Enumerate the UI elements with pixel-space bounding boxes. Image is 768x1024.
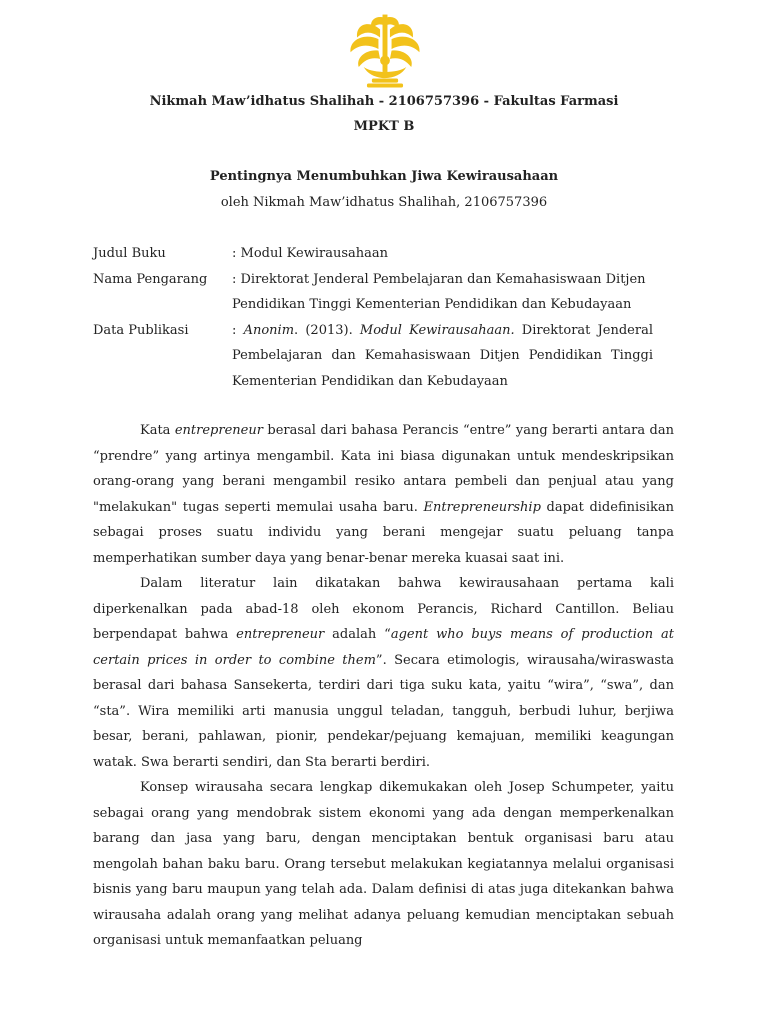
meta-row-author [93, 267, 653, 318]
meta-value [232, 318, 653, 395]
meta-row-publication [93, 318, 653, 395]
text-run-italic: entrepreneur [174, 423, 263, 438]
meta-value: : Modul Kewirausahaan [232, 246, 388, 261]
text-run: : [232, 322, 244, 338]
text-run: Direktorat Jenderal Pembelajaran dan Kemahasiswaan Ditjen Pendidikan Tinggi Kementerian Pendidikan dan Kebudayaan [232, 322, 653, 389]
article-byline: oleh Nikmah Maw’idhatus Shalihah, 2106757396 [220, 195, 548, 210]
paragraph-3: Konsep wirausaha secara lengkap dikemukakan oleh Josep Schumpeter, yaitu sebagai orang yang mendobrak sistem ekonomi yang ada dengan memperkenalkan barang dan jasa yang baru, dengan menciptakan bentuk organisasi baru atau mengolah bahan baku baru. Orang tersebut melakukan kegiatannya melalui organisasi bisnis yang baru maupun yang telah ada. Dalam definisi di atas juga ditekankan bahwa wirausaha adalah orang yang melihat adanya peluang kemudian menciptakan sebuah organisasi untuk memanfaatkan peluang [93, 780, 674, 948]
text-run: Kata [140, 423, 175, 438]
paragraph-1 [93, 418, 674, 571]
text-run-italic: Anonim [243, 322, 295, 338]
text-run: . (2013). [294, 322, 360, 338]
meta-label: Nama Pengarang [93, 271, 208, 287]
text-run: ”. Secara etimologis, wirausaha/wiraswasta berasal dari bahasa Sansekerta, terdiri dari tiga suku kata, yaitu “wira”, “swa”, dan “sta”. Wira memiliki arti manusia unggul teladan, tangguh, berbudi luhur, berjiwa besar, berani, pahlawan, pionir, pendekar/pejuang kemajuan, memiliki keagungan watak. Swa berarti sendiri, dan Sta berarti berdiri. [93, 652, 674, 770]
text-run: adalah “ [324, 627, 391, 642]
meta-label: Judul Buku [93, 246, 166, 261]
meta-label: Data Publikasi [93, 322, 189, 338]
author-header: Nikmah Maw’idhatus Shalihah - 2106757396 - Fakultas Farmasi [149, 94, 619, 109]
course-code: MPKT B [353, 119, 415, 134]
text-run-italic: entrepreneur [236, 627, 325, 642]
text-run: dapat didefinisikan sebagai proses suatu individu yang berani mengejar suatu peluang tanpa memperhatikan sumber daya yang benar-benar mereka kuasai saat ini. [93, 499, 674, 566]
meta-row-book-title [93, 241, 653, 267]
university-emblem-icon [344, 8, 426, 90]
text-run-italic: Entrepreneurship [423, 499, 541, 515]
article-title: Pentingnya Menumbuhkan Jiwa Kewirausahaan [209, 169, 559, 184]
text-run: berasal dari bahasa Perancis “entre” yang berarti antara dan “prendre” yang artinya mengambil. Kata ini biasa digunakan untuk mendeskripsikan orang-orang yang berani mengambil resiko antara pembeli dan penjual atau yang "melakukan" tugas seperti memulai usaha baru. [93, 423, 674, 515]
text-run: Dalam literatur lain dikatakan bahwa kewirausahaan pertama kali diperkenalkan pada abad-18 oleh ekonom Perancis, Richard Cantillon. Beliau berpendapat bahwa [93, 576, 674, 642]
text-run-italic: Modul Kewirausahaan. [359, 322, 515, 338]
meta-value: : Direktorat Jenderal Pembelajaran dan Kemahasiswaan Ditjen Pendidikan Tinggi Kementerian Pendidikan dan Kebudayaan [232, 271, 646, 312]
book-metadata [93, 241, 653, 394]
text-run-italic: agent who buys means of production at certain prices in order to combine them [93, 627, 675, 668]
body-text [93, 418, 674, 954]
paragraph-2 [93, 571, 674, 775]
